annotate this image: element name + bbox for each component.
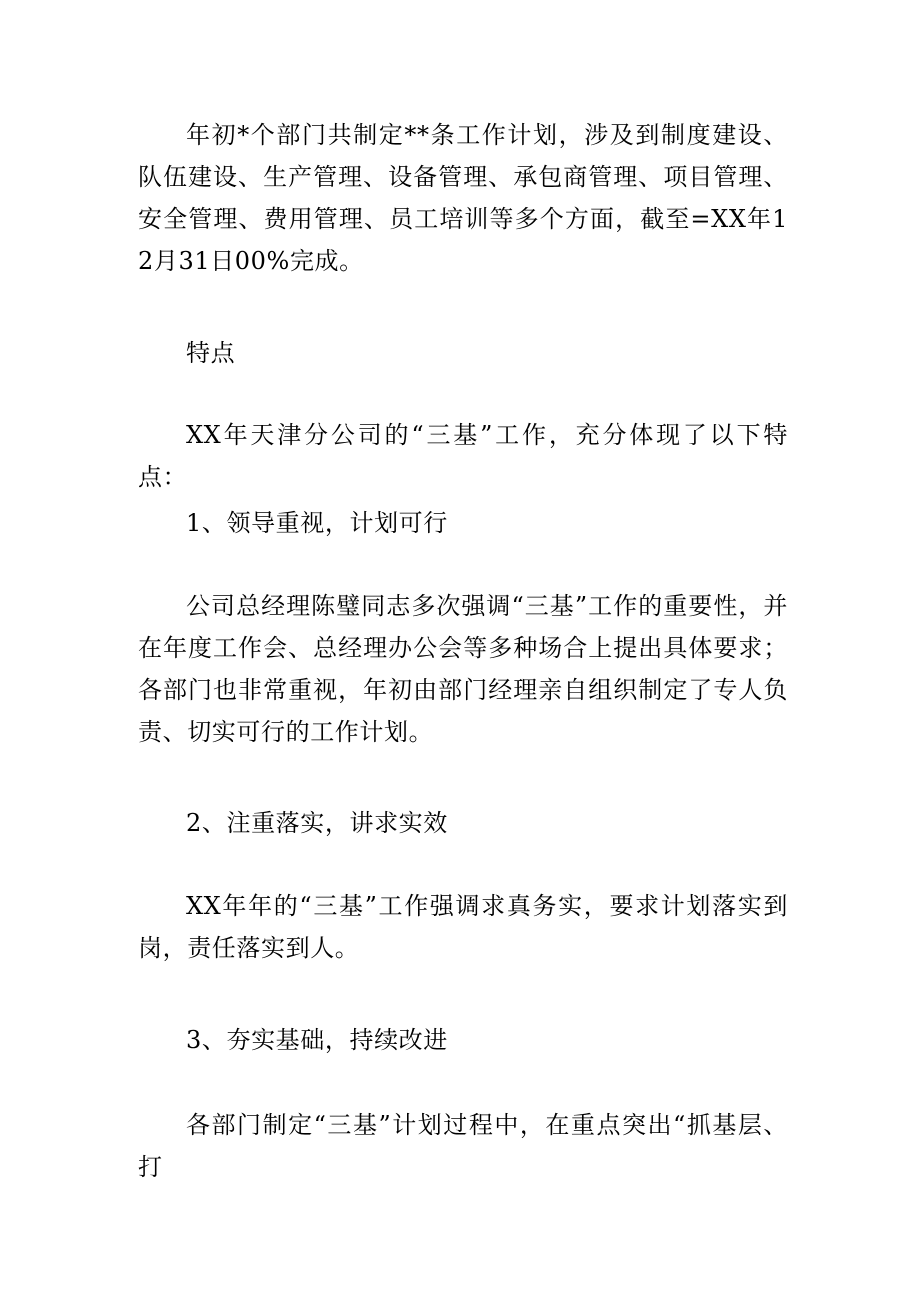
paragraph-feature-3: 各部门制定“三基”计划过程中，在重点突出“抓基层、打 — [138, 1111, 788, 1181]
section-heading-features: 特点 — [186, 339, 236, 367]
paragraph-feature-2: XX年年的“三基”工作强调求真务实，要求计划落实到岗，责任落实到人。 — [138, 892, 788, 962]
feature-heading-3: 3、夯实基础，持续改进 — [186, 1026, 448, 1054]
feature-heading-2: 2、注重落实，讲求实效 — [186, 809, 448, 837]
paragraph-feature-1: 公司总经理陈璧同志多次强调“三基”工作的重要性，并在年度工作会、总经理办公会等多种场合上提出具体要求；各部门也非常重视，年初由部门经理亲自组织制定了专人负责、切实可行的工作计划。 — [138, 592, 788, 746]
paragraph-work-plan-summary: 年初*个部门共制定**条工作计划，涉及到制度建设、队伍建设、生产管理、设备管理、承包商管理、项目管理、安全管理、费用管理、员工培训等多个方面，截至=XX年12月31日00%完成。 — [138, 121, 788, 275]
feature-heading-1: 1、领导重视，计划可行 — [186, 509, 448, 537]
paragraph-features-intro: XX年天津分公司的“三基”工作，充分体现了以下特点： — [138, 421, 788, 491]
